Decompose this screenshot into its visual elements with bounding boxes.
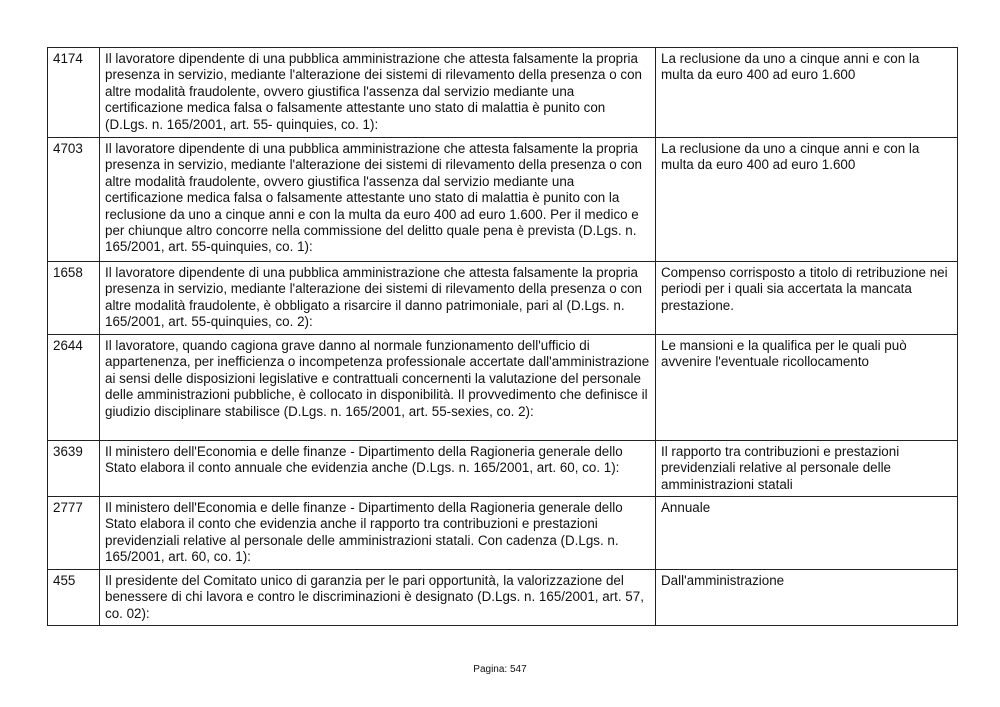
question-id: 455 [48,570,100,626]
answer-text: Annuale [656,497,958,570]
question-id: 2777 [48,497,100,570]
question-id: 4703 [48,138,100,262]
question-id: 1658 [48,262,100,335]
answer-text: La reclusione da uno a cinque anni e con la multa da euro 400 ad euro 1.600 [656,138,958,262]
table-row [48,497,958,570]
table-row [48,441,958,497]
table-row [48,138,958,262]
question-text: Il lavoratore, quando cagiona grave danno al normale funzionamento dell'ufficio di appartenenza, per inefficienza o incompetenza professionale accertate dall'amministrazione ai sensi delle disposizioni legislative e contrattuali concernenti la valutazione del personale delle amministrazioni pubbliche, è collocato in disponibilità. Il provvedimento che definisce il giudizio disciplinare stabilisce (D.Lgs. n. 165/2001, art. 55-sexies, co. 2): [100,335,656,441]
table-row [48,262,958,335]
question-id: 4174 [48,48,100,138]
table-row [48,570,958,626]
question-id: 3639 [48,441,100,497]
question-text: Il ministero dell'Economia e delle finanze - Dipartimento della Ragioneria generale dello Stato elabora il conto che evidenzia anche il rapporto tra contribuzioni e prestazioni previdenziali relative al personale delle amministrazioni statali. Con cadenza (D.Lgs. n. 165/2001, art. 60, co. 1): [100,497,656,570]
page-number: Pagina: 547 [473,664,527,675]
answer-text: Compenso corrisposto a titolo di retribuzione nei periodi per i quali sia accertata la mancata prestazione. [656,262,958,335]
answer-text: Il rapporto tra contribuzioni e prestazioni previdenziali relative al personale delle amministrazioni statali [656,441,958,497]
question-text: Il lavoratore dipendente di una pubblica amministrazione che attesta falsamente la propria presenza in servizio, mediante l'alterazione dei sistemi di rilevamento della presenza o con altre modalità fraudolente, è obbligato a risarcire il danno patrimoniale, pari al (D.Lgs. n. 165/2001, art. 55-quinquies, co. 2): [100,262,656,335]
question-text: Il ministero dell'Economia e delle finanze - Dipartimento della Ragioneria generale dello Stato elabora il conto annuale che evidenzia anche (D.Lgs. n. 165/2001, art. 60, co. 1): [100,441,656,497]
questions-table [47,47,958,626]
question-text: Il presidente del Comitato unico di garanzia per le pari opportunità, la valorizzazione del benessere di chi lavora e contro le discriminazioni è designato (D.Lgs. n. 165/2001, art. 57, co. 02): [100,570,656,626]
table-row [48,48,958,138]
answer-text: Dall'amministrazione [656,570,958,626]
question-text: Il lavoratore dipendente di una pubblica amministrazione che attesta falsamente la propria presenza in servizio, mediante l'alterazione dei sistemi di rilevamento della presenza o con altre modalità fraudolente, ovvero giustifica l'assenza dal servizio mediante una certificazione medica falsa o falsamente attestante uno stato di malattia è punito con (D.Lgs. n. 165/2001, art. 55- quinquies, co. 1): [100,48,656,138]
question-id: 2644 [48,335,100,441]
answer-text: Le mansioni e la qualifica per le quali può avvenire l'eventuale ricollocamento [656,335,958,441]
question-text: Il lavoratore dipendente di una pubblica amministrazione che attesta falsamente la propria presenza in servizio, mediante l'alterazione dei sistemi di rilevamento della presenza o con altre modalità fraudolente, ovvero giustifica l'assenza dal servizio mediante una certificazione medica falsa o falsamente attestante uno stato di malattia è punito con la reclusione da uno a cinque anni e con la multa da euro 400 ad euro 1.600. Per il medico e per chiunque altro concorre nella commissione del delitto quale pena è prevista (D.Lgs. n. 165/2001, art. 55-quinquies, co. 1): [100,138,656,262]
table-row [48,335,958,441]
answer-text: La reclusione da uno a cinque anni e con la multa da euro 400 ad euro 1.600 [656,48,958,138]
